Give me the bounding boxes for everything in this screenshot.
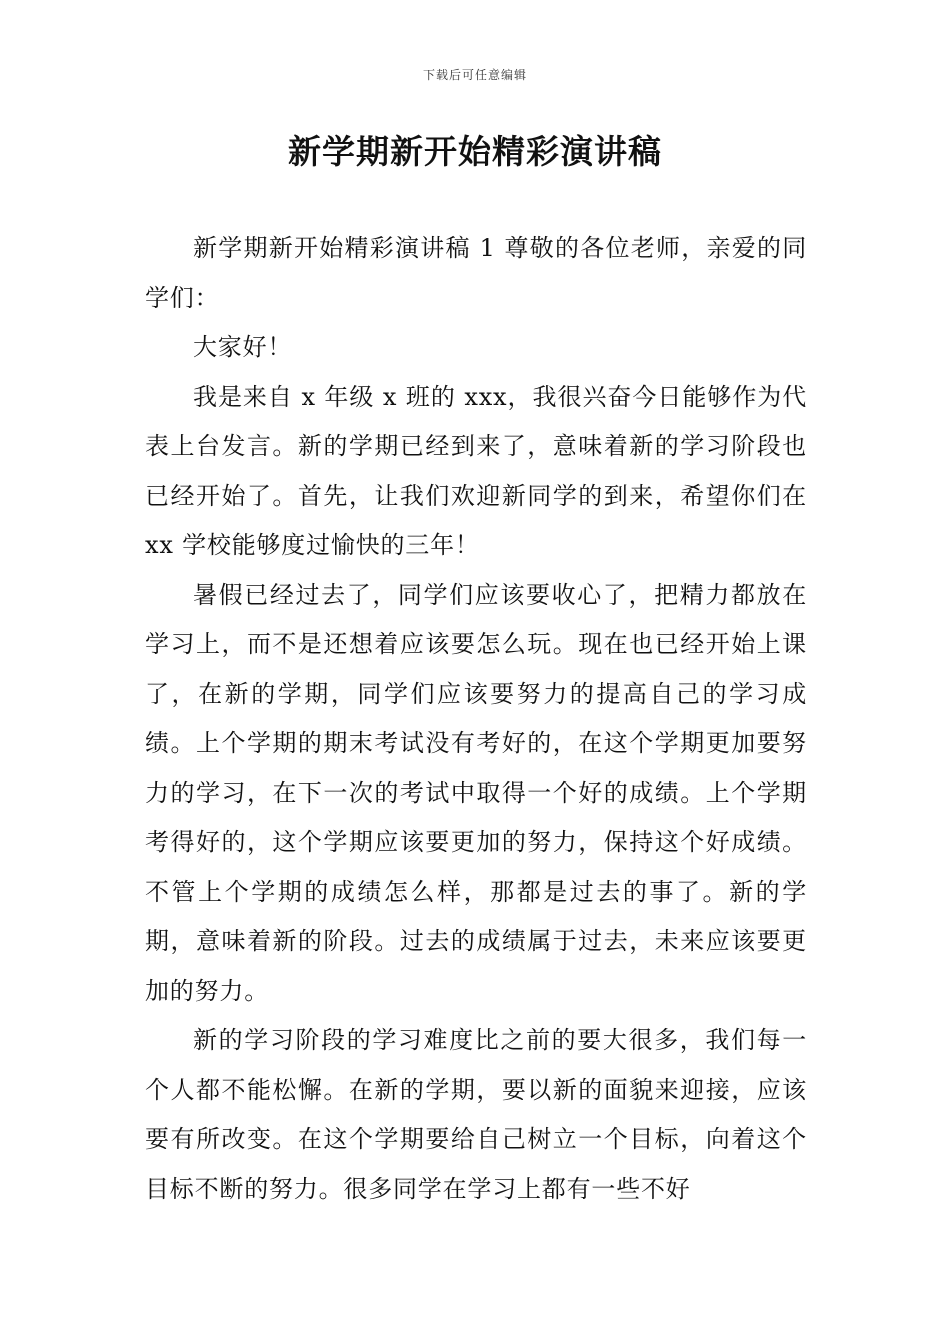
header-note: 下载后可任意编辑 (422, 68, 527, 82)
document-title: 新学期新开始精彩演讲稿 (288, 132, 662, 171)
paragraph-summer: 暑假已经过去了，同学们应该要收心了，把精力都放在学习上，而不是还想着应该要怎么玩。现在也已经开始上课了，在新的学期，同学们应该要努力的提高自己的学习成绩。上个学期的期末考试没有考好的，在这个学期更加要努力的学习，在下一次的考试中取得一个好的成绩。上个学期考得好的，这个学期应该要更加的努力，保持这个好成绩。不管上个学期的成绩怎么样，那都是过去的事了。新的学期，意味着新的阶段。过去的成绩属于过去，未来应该要更加的努力。 (145, 580, 807, 1005)
paragraph-new-stage: 新的学习阶段的学习难度比之前的要大很多，我们每一个人都不能松懈。在新的学期，要以新的面貌来迎接，应该要有所改变。在这个学期要给自己树立一个目标，向着这个目标不断的努力。很多同学在学习上都有一些不好 (145, 1026, 807, 1203)
document-body (145, 224, 807, 1214)
paragraph-hello: 大家好！ (193, 333, 293, 361)
paragraph-greeting: 新学期新开始精彩演讲稿 1 尊敬的各位老师，亲爱的同学们： (145, 234, 807, 312)
paragraph-introduction: 我是来自 x 年级 x 班的 xxx，我很兴奋今日能够作为代表上台发言。新的学期已经到来了，意味着新的学习阶段也已经开始了。首先，让我们欢迎新同学的到来，希望你们在 xx 学校能够度过愉快的三年！ (145, 382, 807, 559)
